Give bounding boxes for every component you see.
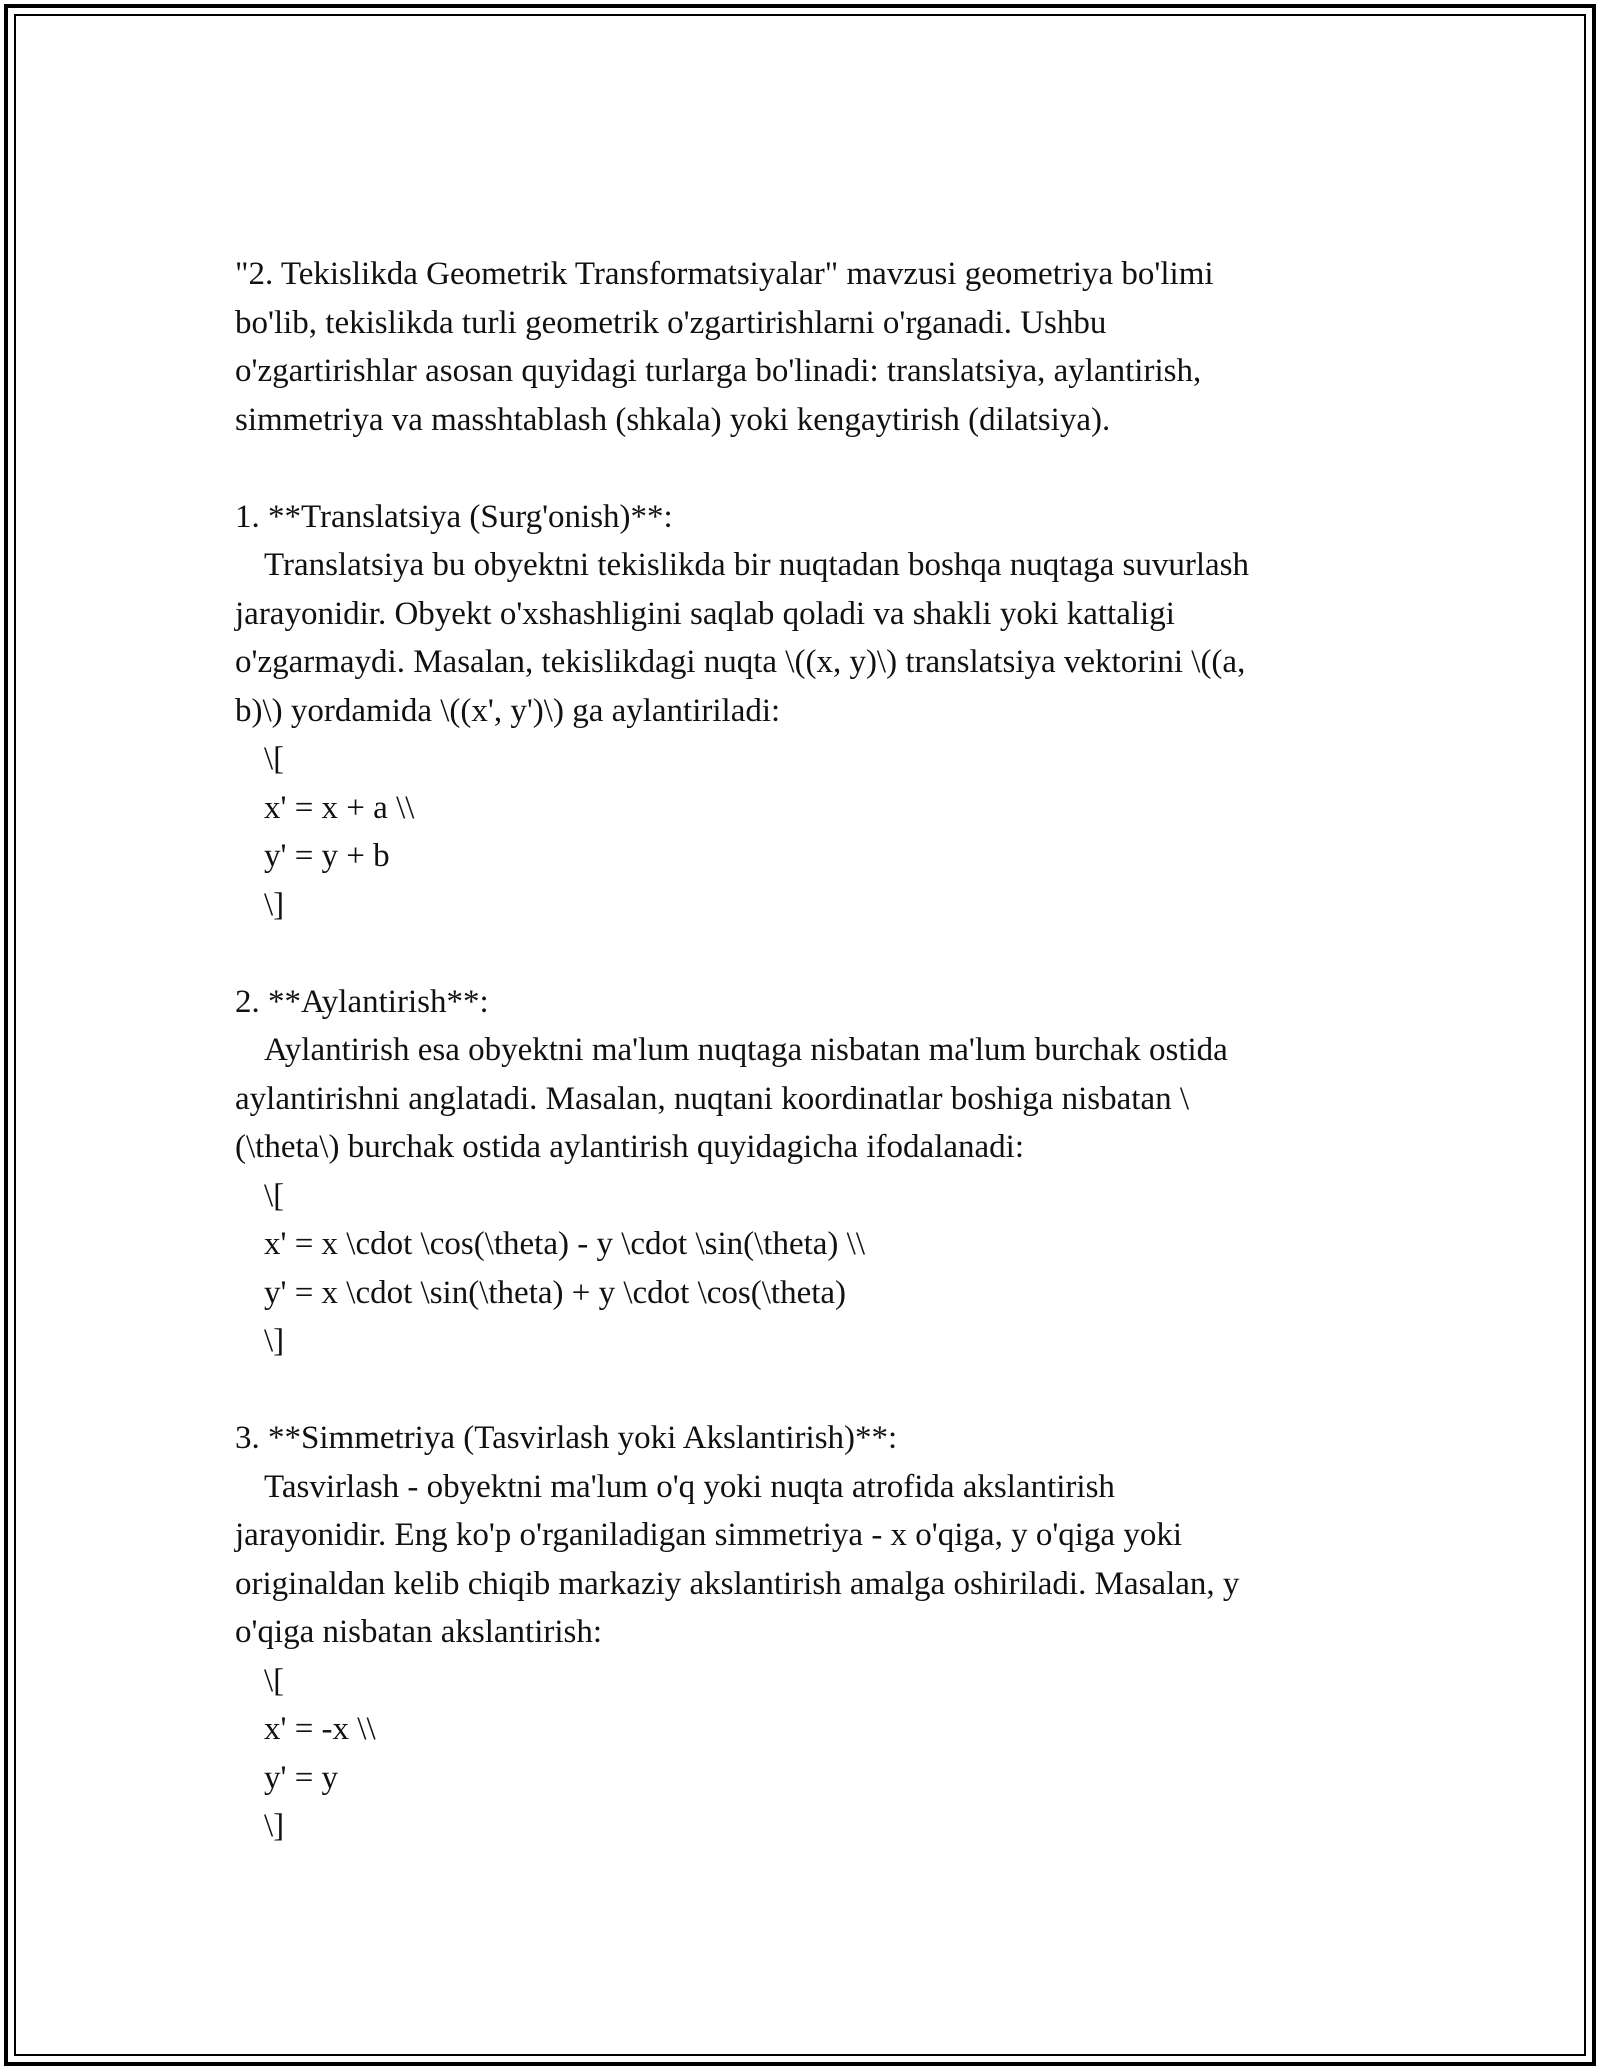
blank-line [235,929,1375,978]
formula-line: \[ [264,1177,285,1214]
formula-line: y' = y + b [264,838,390,874]
formula-line: y' = y [264,1759,339,1796]
formula-line: \[ [264,1662,285,1699]
blank-line [235,444,1375,493]
section-body-line: Tasvirlash - obyektni ma'lum o'q yoki nuqta atrofida akslantirish [264,1468,1115,1505]
intro-paragraph [235,250,1375,444]
formula-line: \[ [264,741,285,777]
section-heading: 3. **Simmetriya (Tasvirlash yoki Akslantirish)**: [235,1420,898,1456]
intro-line: simmetriya va masshtablash (shkala) yoki kengaytirish (dilatsiya). [235,401,1111,438]
section-heading: 1. **Translatsiya (Surg'onish)**: [235,498,673,535]
section-heading: 2. **Aylantirish**: [235,983,489,1020]
section-body-line: (\theta\) burchak ostida aylantirish quyidagicha ifodalanadi: [235,1129,1024,1165]
formula-line: x' = -x \\ [264,1711,376,1747]
intro-line: "2. Tekislikda Geometrik Transformatsiyalar" mavzusi geometriya bo'limi [235,256,1214,292]
formula-line: x' = x + a \\ [264,789,415,826]
blank-line [235,1366,1375,1415]
section-body-line: Aylantirish esa obyektni ma'lum nuqtaga nisbatan ma'lum burchak ostida [264,1032,1228,1068]
formula-line: y' = x \cdot \sin(\theta) + y \cdot \cos(\theta) [264,1274,847,1311]
section-body-line: o'qiga nisbatan akslantirish: [235,1614,603,1650]
document-body [235,250,1375,1851]
section-body-line: jarayonidir. Obyekt o'xshashligini saqlab qoladi va shakli yoki kattaligi [235,595,1175,632]
section-simmetriya [235,1414,1375,1851]
formula-line: \] [264,886,285,923]
section-aylantirish [235,978,1375,1366]
section-body-line: b)\) yordamida \((x', y')\) ga aylantiriladi: [235,692,781,729]
section-body-line: Translatsiya bu obyektni tekislikda bir nuqtadan boshqa nuqtaga suvurlash [264,547,1249,583]
formula-line: \] [264,1808,285,1844]
section-translatsiya [235,493,1375,930]
section-body-line: aylantirishni anglatadi. Masalan, nuqtani koordinatlar boshiga nisbatan \ [235,1080,1190,1117]
intro-line: o'zgartirishlar asosan quyidagi turlarga bo'linadi: translatsiya, aylantirish, [235,353,1202,389]
formula-line: \] [264,1323,285,1359]
section-body-line: o'zgarmaydi. Masalan, tekislikdagi nuqta \((x, y)\) translatsiya vektorini \((a, [235,644,1246,680]
formula-line: x' = x \cdot \cos(\theta) - y \cdot \sin(\theta) \\ [264,1226,865,1262]
section-body-line: originaldan kelib chiqib markaziy akslantirish amalga oshiriladi. Masalan, y [235,1565,1240,1602]
intro-line: bo'lib, tekislikda turli geometrik o'zgartirishlarni o'rganadi. Ushbu [235,304,1107,341]
section-body-line: jarayonidir. Eng ko'p o'rganiladigan simmetriya - x o'qiga, y o'qiga yoki [235,1517,1182,1553]
